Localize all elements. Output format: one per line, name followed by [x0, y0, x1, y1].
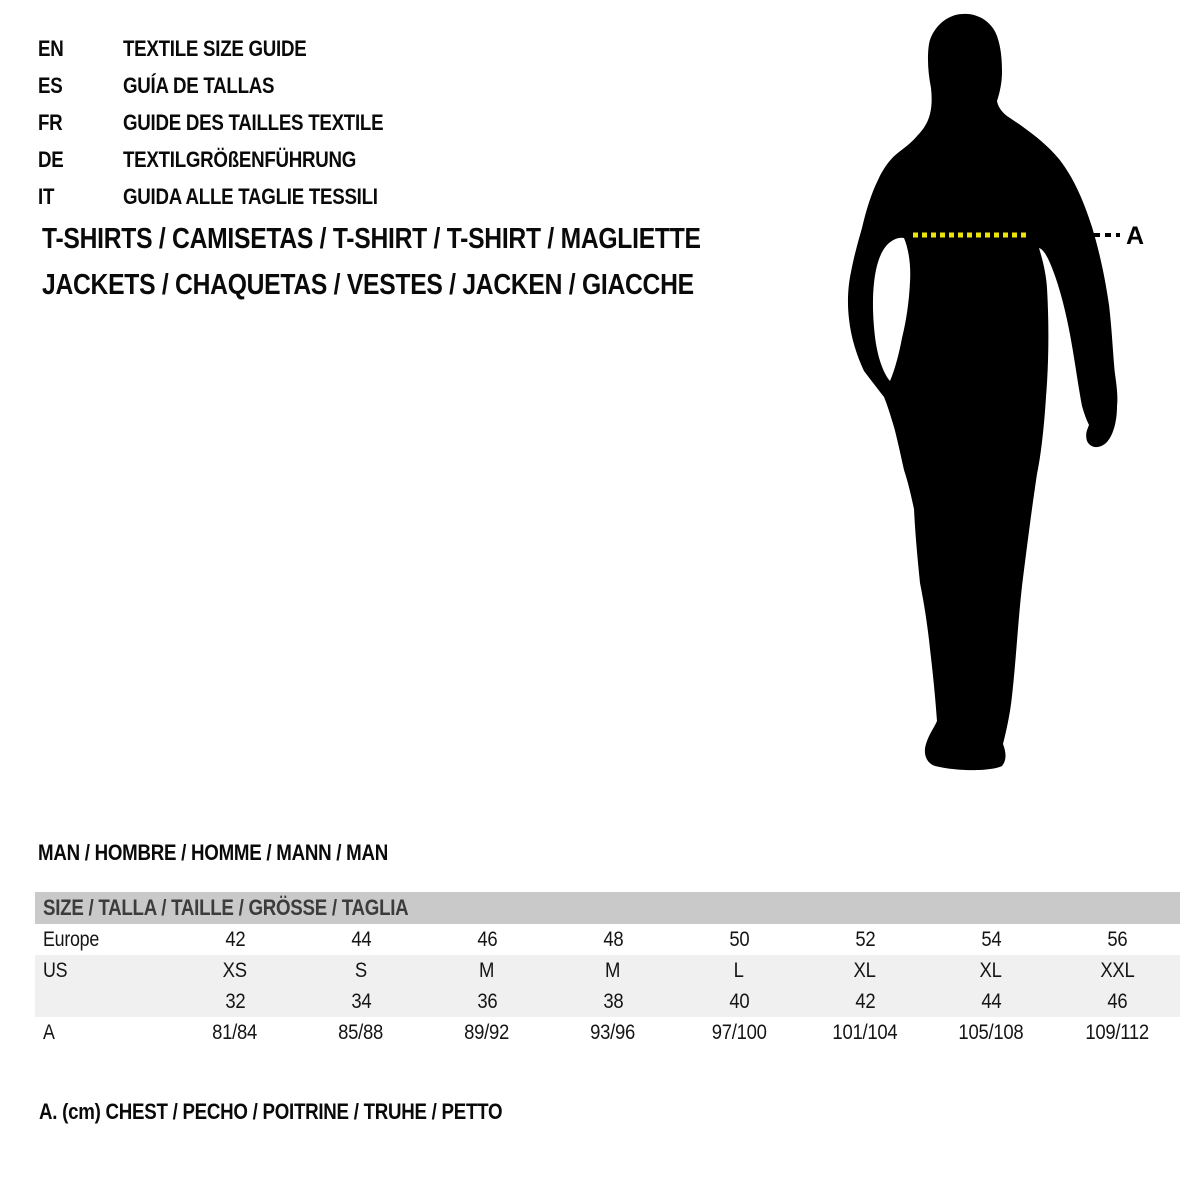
cell: S — [354, 958, 368, 982]
language-row — [38, 104, 738, 141]
language-row — [38, 141, 738, 178]
language-code: ES — [38, 72, 63, 98]
table-row-numeric — [35, 986, 1180, 1017]
cell: 54 — [980, 927, 1002, 951]
category-text: JACKETS / CHAQUETAS / VESTES / JACKEN / GIACCHE — [42, 268, 694, 301]
cell: M — [605, 958, 621, 982]
cell: 40 — [728, 989, 750, 1013]
cell: 34 — [350, 989, 372, 1013]
cell: 44 — [350, 927, 372, 951]
cell: 85/88 — [338, 1020, 384, 1044]
language-title-block — [38, 30, 738, 215]
cell: 42 — [224, 927, 246, 951]
language-row — [38, 67, 738, 104]
language-title: GUÍA DE TALLAS — [123, 72, 275, 98]
footnote-chest — [39, 1098, 584, 1126]
man-silhouette-shape — [848, 14, 1117, 770]
cell: 56 — [1106, 927, 1128, 951]
measure-label-a: A — [1126, 222, 1145, 250]
row-label — [35, 990, 172, 1014]
row-label: US — [43, 958, 68, 982]
language-row — [38, 30, 738, 67]
footnote-text: A. (cm) CHEST / PECHO / POITRINE / TRUHE / PETTO — [39, 1099, 503, 1124]
row-label: Europe — [43, 927, 100, 951]
size-table — [35, 892, 1180, 1048]
category-line-tshirts — [42, 216, 802, 262]
cell: 46 — [1106, 989, 1128, 1013]
cell: M — [479, 958, 495, 982]
cell: 48 — [602, 927, 624, 951]
cell: 42 — [854, 989, 876, 1013]
section-title-man — [38, 840, 450, 866]
language-code: IT — [38, 183, 55, 209]
language-title: GUIDA ALLE TAGLIE TESSILI — [123, 183, 378, 209]
language-code: EN — [38, 35, 64, 61]
cell: 105/108 — [958, 1020, 1024, 1044]
cell: 32 — [224, 989, 246, 1013]
man-silhouette-figure — [820, 0, 1200, 800]
cell: XL — [979, 958, 1003, 982]
category-block — [42, 216, 802, 308]
cell: 97/100 — [711, 1020, 767, 1044]
language-title: GUIDE DES TAILLES TEXTILE — [123, 109, 384, 135]
section-title-text: MAN / HOMBRE / HOMME / MANN / MAN — [38, 840, 388, 865]
size-table-header-text: SIZE / TALLA / TAILLE / GRÖSSE / TAGLIA — [43, 895, 409, 920]
cell: 81/84 — [212, 1020, 258, 1044]
cell: XXL — [1099, 958, 1135, 982]
category-text: T-SHIRTS / CAMISETAS / T-SHIRT / T-SHIRT / MAGLIETTE — [42, 222, 701, 255]
cell: 109/112 — [1085, 1020, 1149, 1044]
language-title: TEXTILE SIZE GUIDE — [123, 35, 307, 61]
cell: 50 — [728, 927, 750, 951]
cell: 44 — [980, 989, 1002, 1013]
language-code: FR — [38, 109, 63, 135]
size-table-header-bar — [35, 892, 1180, 924]
language-row — [38, 178, 738, 215]
cell: 52 — [854, 927, 876, 951]
language-code: DE — [38, 146, 64, 172]
table-row-europe — [35, 924, 1180, 955]
row-label: A — [43, 1020, 55, 1044]
cell: 93/96 — [590, 1020, 636, 1044]
man-silhouette-svg — [820, 0, 1200, 800]
cell: L — [733, 958, 745, 982]
cell: 89/92 — [464, 1020, 510, 1044]
cell: XL — [853, 958, 877, 982]
cell: 101/104 — [832, 1020, 898, 1044]
cell: 46 — [476, 927, 498, 951]
category-line-jackets — [42, 262, 802, 308]
cell: 38 — [602, 989, 624, 1013]
cell: XS — [222, 958, 248, 982]
table-row-us — [35, 955, 1180, 986]
table-row-chest-a — [35, 1017, 1180, 1048]
language-title: TEXTILGRÖßENFÜHRUNG — [123, 146, 357, 172]
cell: 36 — [476, 989, 498, 1013]
